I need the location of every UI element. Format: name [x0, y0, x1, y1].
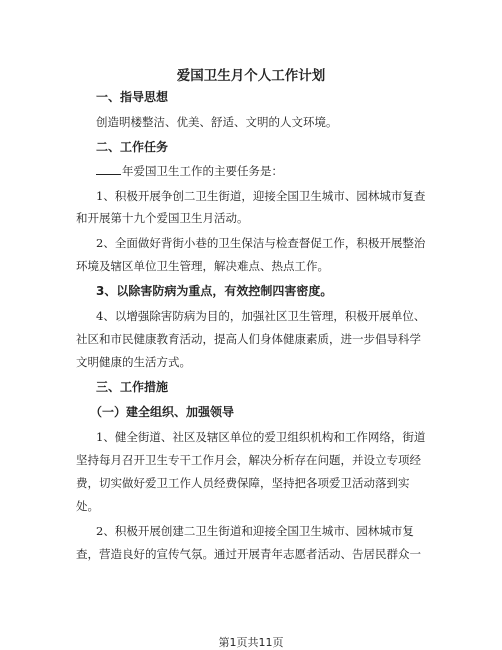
paragraph-line: 年爱国卫生工作的主要任务是：: [96, 164, 283, 178]
paragraph-line: 文明健康的生活方式。: [76, 355, 191, 369]
paragraph-line: 创造明楼整洁、优美、舒适、文明的人文环境。: [96, 115, 338, 129]
page-footer: 第1页共11页: [218, 636, 284, 649]
paragraph-line: 2、全面做好背街小巷的卫生保洁与检查督促工作，积极开展整治: [96, 236, 426, 250]
paragraph-line: 处。: [76, 499, 99, 513]
task-heading-pest-control: 3、以除害防病为重点，有效控制四害密度。: [96, 284, 333, 298]
document-title: 爱国卫生月个人工作计划: [176, 68, 326, 84]
paragraph-line: 4、以增强除害防病为目的，加强社区卫生管理，积极开展单位、: [96, 309, 426, 323]
section-heading-measures: 三、工作措施: [96, 380, 169, 394]
paragraph-line: 环境及辖区单位卫生管理，解决难点、热点工作。: [76, 259, 329, 273]
section-heading-tasks: 二、工作任务: [96, 140, 169, 154]
section-heading-guiding: 一、指导思想: [96, 90, 169, 104]
subsection-heading-organization: （一）建全组织、加强领导: [90, 405, 235, 419]
paragraph-line: 坚持每月召开卫生专干工作月会，解决分析存在问题，并设立专项经: [76, 453, 421, 467]
paragraph-line: 2、积极开展创建二卫生街道和迎接全国卫生城市、园林城市复: [96, 524, 414, 538]
paragraph-line: 1、积极开展争创二卫生街道，迎接全国卫生城市、园林城市复查: [96, 189, 426, 203]
paragraph-line: 社区和市民健康教育活动，提高人们身体健康素质，进一步倡导科学: [76, 332, 421, 346]
paragraph-line: 和开展第十九个爱国卫生月活动。: [76, 211, 249, 225]
blank-underline: [96, 164, 121, 175]
paragraph-line: 查，营造良好的宣传气氛。通过开展青年志愿者活动、告居民群众一: [76, 547, 421, 561]
paragraph-line: 费，切实做好爱卫工作人员经费保障，坚持把各项爱卫活动落到实: [76, 476, 410, 490]
paragraph-line: 1、健全街道、社区及辖区单位的爱卫组织机构和工作网络，街道: [96, 430, 426, 444]
